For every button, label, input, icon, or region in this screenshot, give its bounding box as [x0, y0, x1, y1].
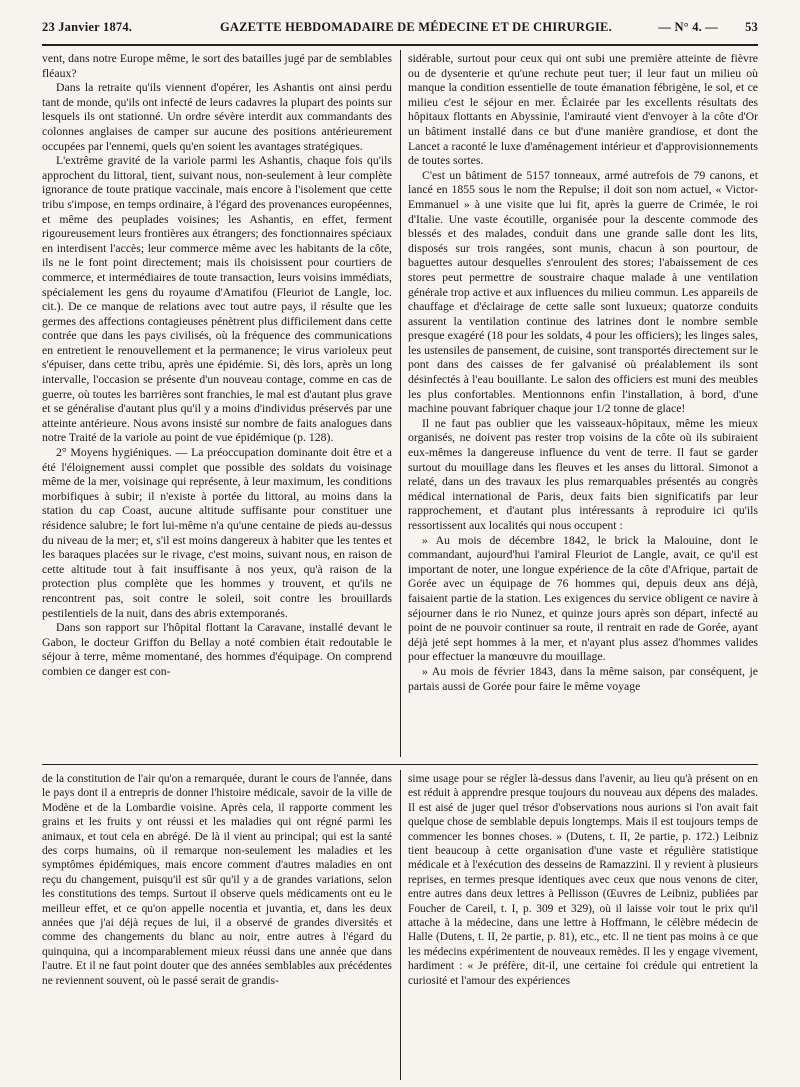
paragraph: Dans la retraite qu'ils viennent d'opérer, les Ashantis ont ainsi perdu tant de monde, qu'ils ont infecté de leurs cadavres la plupart des points sur lesquels ils ont stationné. Un ordre sévère interdit aux commandants des colonnes anglaises de camper sur aucune des positions antérieurement occupées par l'ennemi, quels qu'en soient les avantages stratégiques. — [42, 81, 392, 153]
paragraph: C'est un bâtiment de 5157 tonneaux, armé autrefois de 79 canons, et lancé en 1855 sous le nom the Repulse; il doit son nom actuel, « Victor-Emmanuel » à une visite que lui fit, après la guerre de Crimée, le roi d'Italie. Une vaste écoutille, organisée pour la descente commode des blessés et des malades, conduit dans une grande salle dont les lits, disposés sur trois rangées, sont munis, chacun à son pourtour, de baguettes autour desquelles s'enroulent des stores; l'abaissement de ces stores peut permettre de soustraire chaque malade à une ventilation générale trop active et aux influences du milieu commun. Les appareils de chauffage et d'éclairage de cette salle sont luxueux; quatorze conduits assurent la ventilation continue des latrines dont le nombre semble presque exagéré (18 pour les soldats, 4 pour les officiers); les linges sales, les ustensiles de pansement, de cuisine, sont transportés directement sur le pont dans des caisses de fer galvanisé où préalablement ils sont désinfectés à l'eau bouillante. Le salon des officiers est muni des meubles les plus confortables. Mentionnons enfin l'installation, à bord, d'une machine pouvant fabriquer chaque jour 1/2 tonne de glace! — [408, 168, 758, 416]
issue-number: — N° 4. — — [658, 20, 718, 34]
page-number: 53 — [745, 20, 758, 34]
paragraph: vent, dans notre Europe même, le sort des batailles jugé par de semblables fléaux? — [42, 52, 392, 80]
footnote-left-column — [42, 772, 392, 1080]
issue-date: 23 Janvier 1874. — [42, 20, 133, 34]
header-rule — [42, 44, 758, 46]
paragraph: L'extrême gravité de la variole parmi les Ashantis, chaque fois qu'ils approchent du littoral, tient, suivant nous, non-seulement à leur complète ignorance de toute pratique vaccinale, mais encore à l'isolement que cette tribu s'impose, en temps ordinaire, à l'égard des provenances européennes, et même des peuplades voisines; les Ashantis, en effet, ferment rigoureusement leurs frontières aux étrangers; des fonctionnaires spéciaux en interdisent l'accès; leur commerce même avec les habitants de la côte, ils ne le font point directement; mais ils choisissent pour courtiers de commerce, et intermédiaires de toute transaction, leurs voisins immédiats, spécialement les gens du royaume d'Amatifou (Fleuriot de Langle, loc. cit.). De ce manque de relations avec tout autre pays, il résulte que les germes des affections contagieuses pénètrent plus difficilement dans cette contrée que dans les pays civilisés, où la fréquence des communications en entretient le renouvellement et la permanence; le virus varioleux peut s'épuiser, dans cette tribu, après une épidémie. Si, dès lors, après un long intervalle, l'occasion se présente d'un nouveau contage, comme en cas de guerre, où toutes les barrières sont franchies, le mal est d'autant plus grave et se généralise d'autant plus qu'il y a moins d'individus préservés par une atteinte antérieure. Nous avons insisté sur nombre de faits analogues dans notre Traité de la variole au point de vue épidémique (p. 128). — [42, 154, 392, 445]
paragraph: » Au mois de février 1843, dans la même saison, par conséquent, je partais aussi de Gorée pour faire le même voyage — [408, 664, 758, 693]
footnote-paragraph: sime usage pour se régler là-dessus dans l'avenir, au lieu qu'à présent on en est réduit à apprendre presque toujours du nouveau aux dépens des malades. Il est aisé de juger quel trésor d'observations nous aurions si l'on avait fait quelque chose de semblable depuis longtemps. Mais il est toujours temps de commencer les bonnes choses. » (Dutens, t. II, 2e partie, p. 172.) Leibniz tient beaucoup à cette organisation d'une vaste et régulière statistique médicale et à l'exécution des desseins de Ramazzini. Il y revient à plusieurs reprises, en termes presque identiques avec ceux que nous venons de citer, entre autres dans deux lettres à Pellisson (Œuvres de Leibniz, publiées par Foucher de Careil, t. I, p. 309 et 329), où il laisse voir tout le prix qu'il attache à la médecine, dans une lettre à Hoffmann, le célèbre médecin de Halle (Dutens, t. II, 2e partie, p. 81), etc., etc. Il ne tient pas moins à ce que les médecins expérimentent de nouveaux remèdes. Il les y engage vivement, hardiment : « Je préfère, dit-il, une certaine foi crédule qui entretient la curiosité et l'amour des expériences — [408, 773, 758, 987]
footnote-right-column — [408, 772, 758, 1080]
paragraph: Il ne faut pas oublier que les vaisseaux-hôpitaux, même les mieux organisés, ne doivent pas rester trop voisins de la côte où ils subiraient eux-mêmes la dangereuse influence du vent de terre. Il faut se garder surtout du mouillage dans les fleuves et les anses du littoral. Simonot a relaté, dans un des travaux les plus remarquables présentés au congrès médical international de Paris, deux faits bien significatifs par leur rapprochement, et d'autant plus intéressants à reproduire ici qu'ils ressortissent aux localités qui nous occupent : — [408, 416, 758, 532]
footnote-paragraph: de la constitution de l'air qu'on a remarquée, durant le cours de l'année, dans le pays dont il a entrepris de donner l'histoire médicale, savoir de la ville de Modène et de la Lombardie voisine. Après cela, il rapporte comment les grains et les fruits y ont réussi et les maladies qui ont régné parmi les animaux, et tout cela en abrégé. De là il vient au principal; qui est la santé des corps humains, où il remarque non-seulement les maladies et les symptômes épidémiques, mais encore comment d'autres maladies en ont reçu du changement, puisqu'il est sûr qu'il y a de grandes variations, selon les constitutions des temps. Surtout il observe quels médicaments ont eu le meilleur effet, et ce qu'on appelle nocentia et juvantia, et, dans les deux années que j'ai déjà reçues de lui, il a observé de grandes diversités et comme des changements du blanc au noir, entre autres à l'égard du quinquina, qui a incomparablement mieux réussi dans une année que dans l'autre. Et il ne faut point douter que des années semblables aux précédentes ne reviennent souvent, où le passé serait de grandis- — [42, 773, 392, 987]
left-column — [42, 52, 392, 757]
paragraph: sidérable, surtout pour ceux qui ont subi une première atteinte de fièvre ou de dysenterie et qu'une rechute peut tuer; il leur faut un milieu où manque la condition essentielle de toute émanation fébrigène, le sol, et ce milieu c'est le séjour en mer. Éclairée par les excellents résultats des hôpitaux flottants en Abyssinie, l'amirauté vient d'envoyer à la côte d'Or un bâtiment installé dans ce but d'une manière grandiose, et dont the Lancet a raconté le luxe d'aménagement intérieur et d'approvisionnements de toutes sortes. — [408, 52, 758, 168]
footnote-column-divider — [400, 770, 401, 1080]
journal-title: GAZETTE HEBDOMADAIRE DE MÉDECINE ET DE CHIRURGIE. — [220, 20, 612, 34]
column-divider — [400, 50, 401, 757]
paragraph: Dans son rapport sur l'hôpital flottant la Caravane, installé devant le Gabon, le docteur Griffon du Bellay a noté combien était redoutable le séjour à terre, même momentané, des hommes d'équipage. On comprend combien ce danger est con- — [42, 621, 392, 678]
page-header — [42, 10, 758, 40]
paragraph: 2° Moyens hygiéniques. — La préoccupation dominante doit être et a été l'éloignement aussi complet que possible des soldats du voisinage même de la mer, voisinage qui représente, à leur maximum, les conditions morbifiques à subir; il n'existe à portée du littoral, au moins dans la station du cap Coast, aucune altitude suffisante pour constituer une résidence salubre; le fort lui-même n'a qu'une centaine de pieds au-dessus du niveau de la mer; et, s'il est moins dangereux à habiter que les tentes et les baraques placées sur le rivage, c'est moins, suivant nous, en raison de cette altitude tout à fait insuffisante à nos yeux, qu'à raison de la protection plus complète que les hommes y trouvent, et qu'ils ne rencontrent pas, soit contre le soleil, soit contre les brouillards pestilentiels de la nuit, dans des abris extemporanés. — [42, 446, 392, 620]
footnote-rule — [42, 764, 758, 765]
right-column — [408, 52, 758, 757]
paragraph: » Au mois de décembre 1842, le brick la Malouine, dont le commandant, aujourd'hui l'amiral Fleuriot de Langle, avait, ce qu'il est important de noter, une longue expérience de la côte d'Afrique, partait de Gorée avec un équipage de 76 hommes qui, depuis deux ans déjà, faisaient partie de la station. Les exigences du service obligent ce navire à séjourner dans le rio Nunez, et quinze jours après son départ, infecté au point de ne pouvoir continuer sa route, il rentrait en rade de Gorée, ayant déjà jeté sept hommes à la mer, et n'ayant plus assez d'hommes valides pour effectuer la manœuvre du mouillage. — [408, 533, 758, 664]
